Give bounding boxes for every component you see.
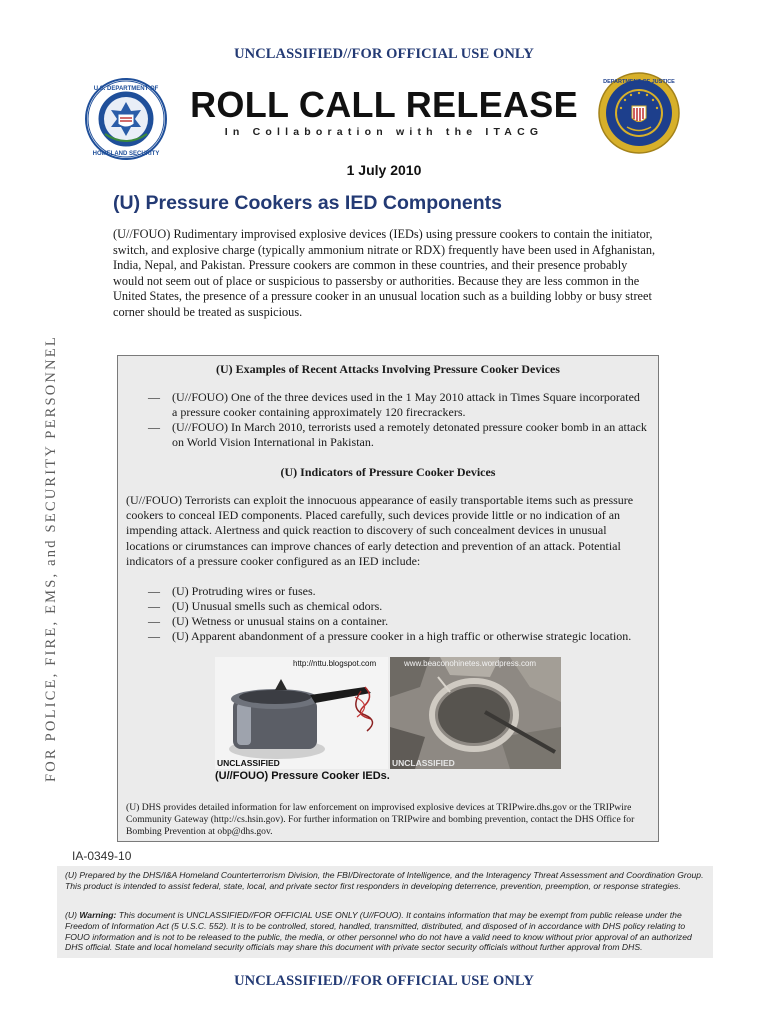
list-item bbox=[148, 420, 648, 450]
indicators-list bbox=[148, 584, 658, 644]
warning-label: Warning: bbox=[79, 910, 117, 920]
examples-box bbox=[117, 355, 659, 842]
examples-list bbox=[148, 390, 648, 450]
dash-bullet: — bbox=[148, 629, 160, 643]
disclaimer-box bbox=[57, 866, 713, 958]
pressure-cooker-photo bbox=[215, 657, 388, 769]
photo-caption: (U//FOUO) Pressure Cooker IEDs. bbox=[215, 770, 390, 782]
indicators-title: (U) Indicators of Pressure Cooker Devices bbox=[280, 465, 496, 479]
list-item bbox=[148, 599, 658, 614]
list-item bbox=[148, 614, 658, 629]
indicator-text: (U) Protruding wires or fuses. bbox=[172, 584, 316, 598]
photo-source-url: http://nttu.blogspot.com bbox=[293, 659, 377, 668]
dash-bullet: — bbox=[148, 390, 160, 404]
indicator-text: (U) Wetness or unusual stains on a container. bbox=[172, 614, 389, 628]
svg-text:DEPARTMENT OF JUSTICE: DEPARTMENT OF JUSTICE bbox=[603, 79, 675, 85]
svg-text:HOMELAND SECURITY: HOMELAND SECURITY bbox=[92, 151, 160, 157]
example-text: (U//FOUO) In March 2010, terrorists used a remotely detonated pressure cooker bomb in an attack on World Vision International in Pakistan. bbox=[172, 420, 647, 449]
dash-bullet: — bbox=[148, 599, 160, 613]
audience-sidebar: FOR POLICE, FIRE, EMS, and SECURITY PERSONNEL bbox=[43, 335, 59, 782]
document-heading: (U) Pressure Cookers as IED Components bbox=[113, 192, 503, 214]
indicator-text: (U) Unusual smells such as chemical odors. bbox=[172, 599, 383, 613]
tripwire-footnote: (U) DHS provides detailed information for law enforcement on improvised explosive devices at TRIPwire.dhs.gov or the TRIPwire Community Gateway (http://cs.hsin.gov). For further information on TRIPwire and bombing prevention, contact the DHS Office for Bombing Prevention at obp@dhs.gov. bbox=[126, 802, 635, 837]
intro-paragraph: (U//FOUO) Rudimentary improvised explosive devices (IEDs) using pressure cookers to contain the initiator, switch, and explosive charge (typically ammonium nitrate or RDX) frequently have been used in Afghanistan, India, Nepal, and Pakistan. Pressure cookers are common in these countries, and their presence probably would not seem out of place or suspicious to passersby or authorities. Because they are less common in the United States, the presence of a pressure cooker in an unusual location such as a building lobby or busy street corner should be treated as suspicious. bbox=[113, 227, 656, 319]
svg-text:U.S. DEPARTMENT OF: U.S. DEPARTMENT OF bbox=[93, 86, 159, 92]
classification-banner-top: UNCLASSIFIED//FOR OFFICIAL USE ONLY bbox=[234, 46, 534, 62]
dash-bullet: — bbox=[148, 614, 160, 628]
warning-paragraph bbox=[65, 910, 705, 953]
collaboration-subtitle: In Collaboration with the ITACG bbox=[224, 126, 544, 138]
dash-bullet: — bbox=[148, 420, 160, 434]
photo-classification-label: UNCLASSIFIED bbox=[392, 758, 455, 768]
warning-text: This document is UNCLASSIFIED//FOR OFFICIAL USE ONLY (U//FOUO). It contains information that may be exempt from public release under the Freedom of Information Act (5 U.S.C. 552). It is to be controlled, stored, handled, transmitted, distributed, and disposed of in accordance with DHS policy relating to FOUO information and is not to be released to the public, the media, or other personnel who do not have a valid need to know without prior approval of an authorized DHS official. State and local homeland security officials may share this document with private sector security officials without further approval from DHS. bbox=[65, 910, 692, 953]
indicators-paragraph: (U//FOUO) Terrorists can exploit the innocuous appearance of easily transportable items such as pressure cookers to conceal IED components. Placed carefully, such devices provide little or no indication of an impending attack. Alertness and quick reaction to discovery of such concealment devices in unusual locations or cirumstances can improve chances of early detection and prevention of an attack. Potential indicators of a pressure cooker configured as an IED include: bbox=[126, 493, 634, 568]
page-title: ROLL CALL RELEASE bbox=[190, 84, 578, 125]
prepared-by-text: (U) Prepared by the DHS/I&A Homeland Counterterrorism Division, the FBI/Directorate of Intelligence, and the Interagency Threat Assessment and Coordination Group. This product is intended to assist federal, state, local, and private sector first responders in developing deterrence, prevention, preemption, or response strategies. bbox=[65, 870, 704, 891]
list-item bbox=[148, 390, 648, 420]
classification-banner-bottom: UNCLASSIFIED//FOR OFFICIAL USE ONLY bbox=[234, 973, 534, 989]
dash-bullet: — bbox=[148, 584, 160, 598]
release-date: 1 July 2010 bbox=[346, 162, 422, 178]
pressure-cooker-remains-photo bbox=[390, 657, 561, 769]
list-item bbox=[148, 584, 658, 599]
photo-row bbox=[215, 657, 561, 769]
fbi-seal-icon bbox=[598, 72, 680, 154]
document-id: IA-0349-10 bbox=[72, 849, 132, 863]
list-item bbox=[148, 629, 658, 644]
example-text: (U//FOUO) One of the three devices used in the 1 May 2010 attack in Times Square incorporated a pressure cooker containing approximately 120 firecrackers. bbox=[172, 390, 640, 419]
warning-prefix: (U) bbox=[65, 910, 80, 920]
indicator-text: (U) Apparent abandonment of a pressure cooker in a high traffic or otherwise strategic location. bbox=[172, 629, 632, 643]
examples-title: (U) Examples of Recent Attacks Involving Pressure Cooker Devices bbox=[216, 362, 560, 376]
photo-classification-label: UNCLASSIFIED bbox=[217, 758, 280, 768]
photo-source-url: www.beaconohinetes.wordpress.com bbox=[404, 659, 537, 668]
